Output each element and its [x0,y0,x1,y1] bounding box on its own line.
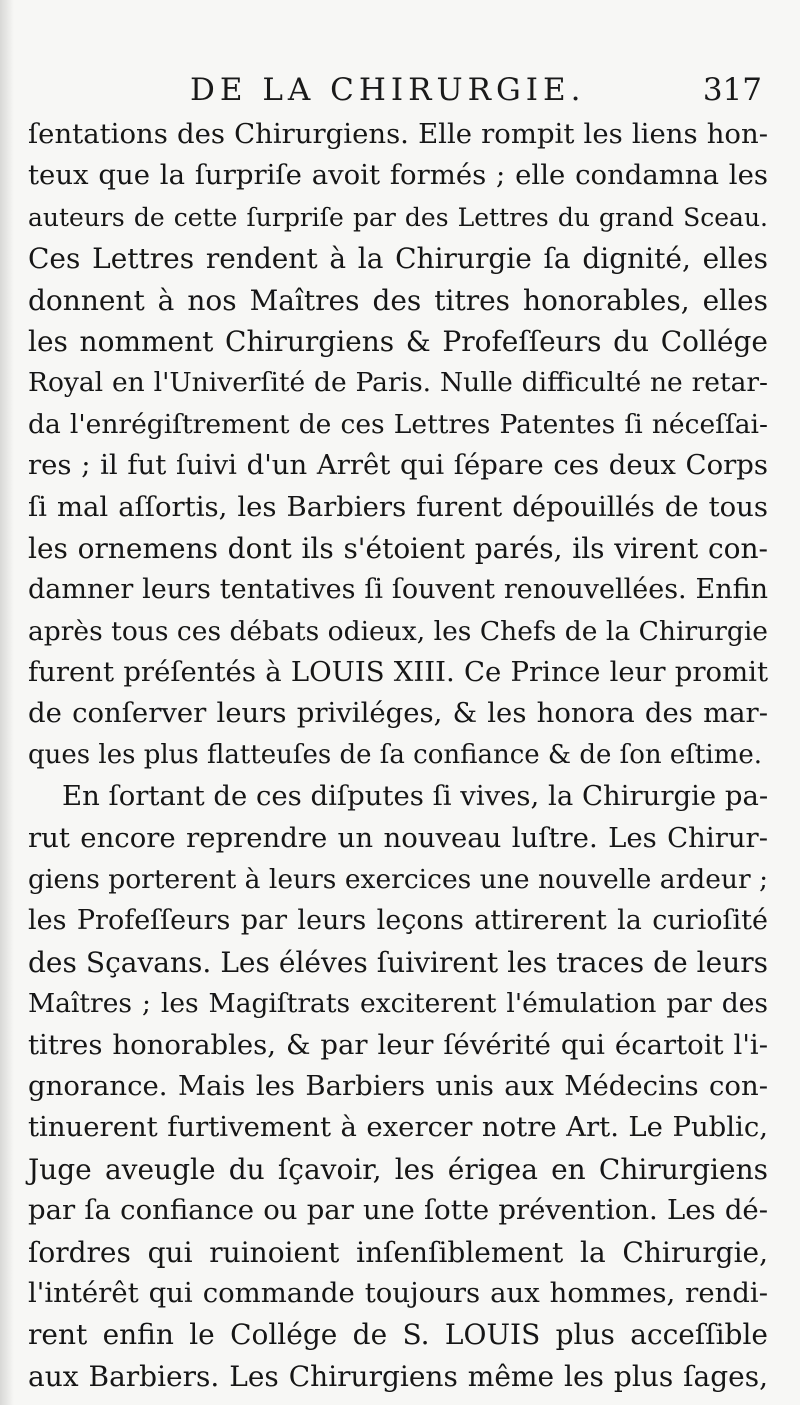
text-line: titres honorables, & par leur ſévérité qui écartoit l'i- [28,1028,768,1061]
body-text [28,114,768,1397]
text-line: ſi mal aſſortis, les Barbiers furent dépouillés de tous [28,490,768,523]
text-line: les nomment Chirurgiens & Profeſſeurs du Collége [28,324,768,358]
text-line: giens porterent à leurs exercices une nouvelle ardeur ; [28,864,768,896]
text-line: Royal en l'Univerſité de Paris. Nulle difficulté ne retar- [28,367,768,399]
text-line: des Sçavans. Les éléves ſuivirent les traces de leurs [28,945,768,979]
page-gutter-shadow [0,0,14,1405]
text-line: tinuerent furtivement à exercer notre Art. Le Public, [28,1111,768,1144]
text-line: ſentations des Chirurgiens. Elle rompit les liens hon- [28,118,768,150]
text-line: les Profeſſeurs par leurs leçons attirerent la curioſité [28,905,768,937]
text-line: Ces Lettres rendent à la Chirurgie ſa dignité, elles [28,242,768,276]
text-line: l'intérêt qui commande toujours aux hommes, rendi- [28,1276,768,1309]
text-line: ques les plus flatteuſes de ſa confiance & de ſon eſtime. [28,739,763,770]
text-line: ſordres qui ruinoient inſenſiblement la Chirurgie, [28,1235,768,1269]
text-line: auteurs de cette ſurpriſe par des Lettres du grand Sceau. [28,202,768,232]
text-line: res ; il fut ſuivi d'un Arrêt qui ſépare ces deux Corps [28,449,768,482]
text-line: da l'enrégiſtrement de ces Lettres Patentes ſi néceſſai- [28,408,768,440]
text-line: furent préſentés à LOUIS XIII. Ce Prince leur promit [28,656,768,689]
text-line: donnent à nos Maîtres des titres honorables, elles [28,283,768,317]
text-line: par ſa confiance ou par une ſotte prévention. Les dé- [28,1194,768,1227]
text-line: de conſerver leurs priviléges, & les honora des mar- [28,697,768,730]
text-line: gnorance. Mais les Barbiers unis aux Médecins con- [28,1069,768,1102]
text-line: teux que la ſurpriſe avoit formés ; elle condamna les [28,159,768,192]
text-line-paragraph-start: En ſortant de ces diſputes ſi vives, la Chirurgie pa- [62,780,769,813]
text-line: les ornemens dont ils s'étoient parés, ils virent con- [28,531,768,565]
running-title: DE LA CHIRURGIE. [190,72,586,108]
text-line: Juge aveugle du ſçavoir, les érigea en Chirurgiens [28,1152,768,1186]
text-line: aux Barbiers. Les Chirurgiens même les plus ſages, [28,1359,768,1393]
page-number: 317 [702,72,762,108]
text-line: rent enfin le Collége de S. LOUIS plus acceſſible [28,1318,768,1352]
text-line: rut encore reprendre un nouveau luſtre. Les Chirur- [28,821,768,854]
text-line: Maîtres ; les Magiſtrats exciterent l'émulation par des [28,988,768,1020]
text-line: après tous ces débats odieux, les Chefs de la Chirurgie [28,615,768,647]
text-line: damner leurs tentatives ſi ſouvent renouvellées. Enfin [28,574,768,606]
